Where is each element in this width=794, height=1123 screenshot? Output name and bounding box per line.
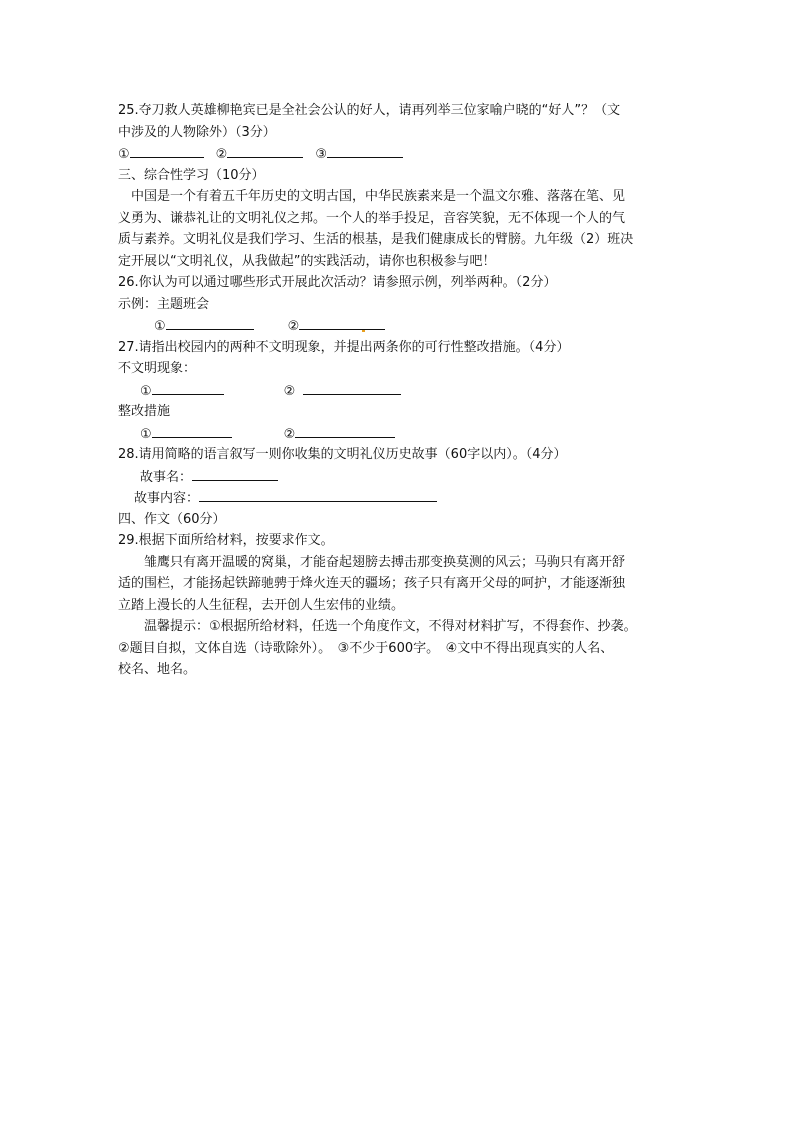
section-3-para-line2: 义勇为、谦恭礼让的文明礼仪之邦。一个人的举手投足，音容笑貌，无不体现一个人的气: [118, 210, 626, 226]
q28-content-label: 故事内容：: [134, 491, 200, 506]
q27-marker-2: ②: [283, 383, 296, 399]
q25-marker-3: ③: [315, 147, 327, 162]
q27-measures-answers: [118, 423, 678, 445]
q25-blank-1[interactable]: [130, 143, 204, 158]
q27-blank-1[interactable]: [152, 380, 224, 395]
q27-question: 27.请指出校园内的两种不文明现象，并提出两条你的可行性整改措施。（4分）: [118, 339, 570, 355]
q29-material-line3: 立踏上漫长的人生征程，去开创人生宏伟的业绩。: [118, 597, 405, 613]
q27-blank-3[interactable]: [152, 423, 232, 438]
q28-name-label: 故事名：: [140, 469, 193, 485]
section-4-title: 四、作文（60分）: [118, 511, 226, 527]
q26-marker-2: ②: [287, 319, 300, 334]
q28-question: 28.请用简略的语言叙写一则你收集的文明礼仪历史故事（60字以内）。（4分）: [118, 447, 567, 462]
q26-marker-1: ①: [154, 319, 166, 334]
q27-marker-4: ②: [283, 426, 296, 442]
q26-example: 示例：主题班会: [118, 296, 210, 312]
q27-marker-1: ①: [140, 383, 152, 399]
section-3-para-line3: 质与素养。文明礼仪是我们学习、生活的根基，是我们健康成长的臂膀。九年级（2）班决: [118, 232, 634, 247]
q26-question: 26.你认为可以通过哪些形式开展此次活动？请参照示例，列举两种。（2分）: [118, 275, 557, 290]
q25-line1: 25.夺刀救人英雄柳艳宾已是全社会公认的好人，请再列举三位家喻户晓的“好人”？（文: [118, 103, 621, 118]
q25-marker-2: ②: [215, 147, 228, 162]
q27-blank-2[interactable]: [303, 380, 401, 395]
q26-blank-2[interactable]: [299, 315, 385, 330]
q29-tips-line1: 温馨提示：①根据所给材料，任选一个角度作文，不得对材料扩写，不得套作、抄袭。: [118, 619, 637, 634]
q27-blank-4[interactable]: [295, 423, 395, 438]
section-3-para-line4: 定开展以“文明礼仪，从我做起”的实践活动，请你也积极参与吧！: [118, 253, 496, 269]
q29-question: 29.根据下面所给材料，按要求作文。: [118, 533, 334, 548]
q26-answers: [118, 315, 678, 337]
q27-label-phenomena: 不文明现象：: [118, 361, 197, 376]
q28-content-blank[interactable]: [199, 487, 437, 502]
section-3-title: 三、综合性学习（10分）: [118, 167, 265, 183]
q29-tips-line2: ②题目自拟，文体自选（诗歌除外）。 ③不少于600字。 ④文中不得出现真实的人名、: [118, 640, 614, 656]
q27-marker-3: ①: [140, 426, 152, 442]
q28-story-name: [118, 466, 678, 488]
q27-label-measures: 整改措施: [118, 404, 171, 419]
q26-blank-1[interactable]: [166, 315, 254, 330]
q25-blank-2[interactable]: [227, 143, 303, 158]
stray-dot: [362, 330, 365, 332]
q28-name-blank[interactable]: [192, 466, 278, 481]
q29-material-line1: 雏鹰只有离开温暖的窝巢，才能奋起翅膀去搏击那变换莫测的风云；马驹只有离开舒: [118, 554, 626, 570]
q25-line2: 中涉及的人物除外）（3分）: [118, 124, 276, 140]
q27-phenomena-answers: [118, 380, 678, 402]
q29-material-line2: 适的围栏，才能扬起铁蹄驰骋于烽火连天的疆场；孩子只有离开父母的呵护，才能逐渐独: [118, 576, 626, 591]
section-3-para-line1: 中国是一个有着五千年历史的文明古国，中华民族素来是一个温文尔雅、落落在笔、见: [118, 189, 626, 204]
q25-answers: [118, 143, 678, 165]
q29-tips-line3: 校名、地名。: [118, 662, 197, 677]
q28-story-content: [118, 487, 678, 509]
q25-blank-3[interactable]: [327, 143, 403, 158]
exam-page: [118, 100, 678, 681]
q25-marker-1: ①: [118, 147, 130, 162]
